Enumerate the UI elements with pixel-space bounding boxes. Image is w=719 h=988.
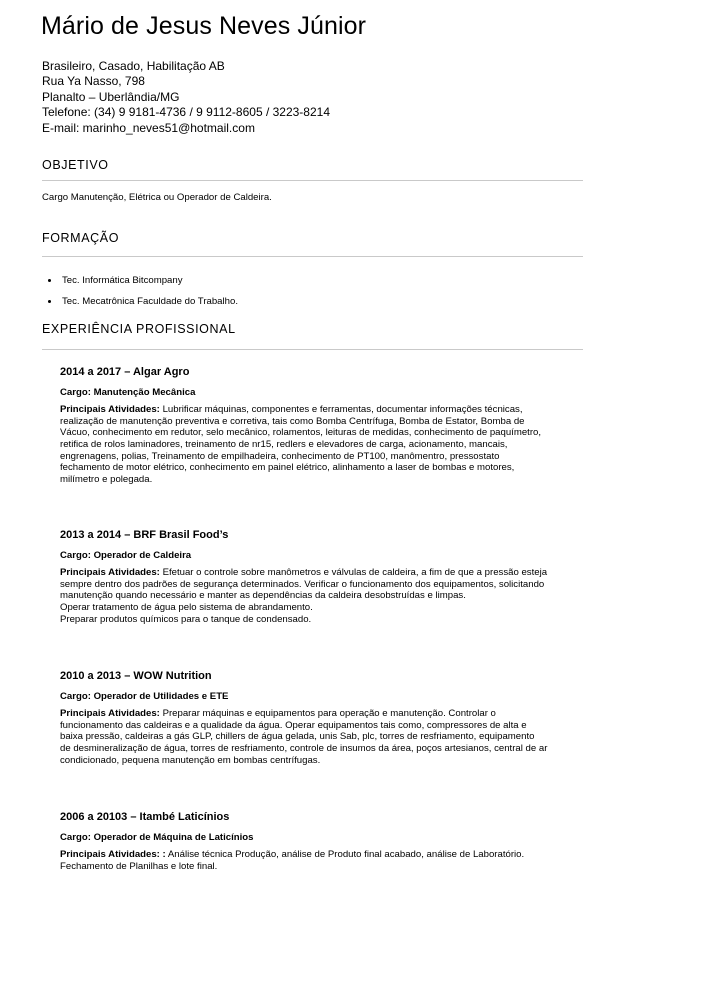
job-role: Cargo: Manutenção Mecânica (60, 386, 196, 398)
section-title-objetivo: OBJETIVO (42, 158, 109, 172)
job-role: Cargo: Operador de Máquina de Laticínios (60, 831, 254, 843)
activities-text: Preparar máquinas e equipamentos para operação e manutenção. Controlar o funcionamento das caldeiras e a qualidade da água. Operar equipamentos tais como, compressores de alta e baixa pressão, caldeiras a gás GLP, chillers de água gelada, unis Sab, plc, torres de resfriamento, equipamento de desmineralização de água, torres de resfriamento, controle de insumos da área, poços artesianos, central de ar condicionado, pequena manutenção em bombas centrífugas. (60, 708, 548, 766)
job-entry (60, 530, 700, 625)
section-divider (42, 349, 583, 350)
contact-info (42, 59, 330, 136)
objective-text: Cargo Manutenção, Elétrica ou Operador de Caldeira. (42, 192, 272, 203)
job-description (60, 567, 700, 625)
activities-label: Principais Atividades: (60, 567, 160, 579)
education-item: • Tec. Mecatrônica Faculdade do Trabalho. (60, 296, 238, 308)
education-list (42, 275, 238, 316)
activities-text: Lubrificar máquinas, componentes e ferramentas, documentar informações técnicas, realização de manutenção preventiva e corretiva, tais como Bomba Centrífuga, Bomba de Estator, Bomba de Vácuo, conhecimento em redutor, selo mecânico, rolamentos, leituras de medidas, conhecimento de paquímetro, retifica de rolos laminadores, treinamento de nr15, redlers e elevadores de carga, acionamento, mancais, engrenagens, polias, Treinamento de empilhadeira, conhecimento de PT100, manômentro, pressostato fechamento de motor elétrico, conhecimento em painel elétrico, alinhamento a laser de bombas e motores, milímetro e polegada. (60, 404, 542, 485)
candidate-name: Mário de Jesus Neves Júnior (41, 12, 367, 40)
job-title: 2010 a 2013 – WOW Nutrition (60, 670, 212, 682)
phone-numbers: Telefone: (34) 9 9181-4736 / 9 9112-8605 / 3223-8214 (42, 105, 330, 120)
job-entry (60, 367, 700, 485)
education-item: • Tec. Informática Bitcompany (60, 275, 238, 287)
job-title: 2014 a 2017 – Algar Agro (60, 366, 190, 378)
job-title: 2013 a 2014 – BRF Brasil Food’s (60, 529, 229, 541)
activities-label: Principais Atividades: (60, 404, 160, 416)
email-address: E-mail: marinho_neves51@hotmail.com (42, 120, 255, 135)
job-description (60, 708, 700, 766)
activities-label: Principais Atividades: : (60, 849, 166, 861)
activities-text: Análise técnica Produção, análise de Produto final acabado, análise de Laboratório. Fechamento de Planilhas e lote final. (60, 849, 525, 872)
job-title: 2006 a 20103 – Itambé Laticínios (60, 811, 230, 823)
activities-label: Principais Atividades: (60, 708, 160, 720)
job-entry (60, 812, 700, 872)
section-title-formacao: FORMAÇÃO (42, 231, 120, 245)
section-divider (42, 256, 583, 257)
address-street: Rua Ya Nasso, 798 (42, 74, 145, 89)
address-city: Planalto – Uberlândia/MG (42, 89, 180, 104)
job-entry (60, 671, 700, 766)
section-divider (42, 180, 583, 181)
activities-text: Efetuar o controle sobre manômetros e válvulas de caldeira, a fim de que a pressão esteja sempre dentro dos padrões de segurança determinados. Verificar o funcionamento dos equipamentos, solicitando manutenção quando necessário e manter as dependências da caldeira desobstruídas e limpas. Operar tratamento de água pelo sistema de abrandamento. Preparar produtos químicos para o tanque de condensado. (60, 567, 548, 625)
job-description (60, 849, 700, 872)
job-role: Cargo: Operador de Utilidades e ETE (60, 690, 229, 702)
job-role: Cargo: Operador de Caldeira (60, 549, 192, 561)
section-title-experiencia: EXPERIÊNCIA PROFISSIONAL (42, 322, 236, 336)
personal-details: Brasileiro, Casado, Habilitação AB (42, 59, 225, 73)
job-description (60, 404, 700, 485)
